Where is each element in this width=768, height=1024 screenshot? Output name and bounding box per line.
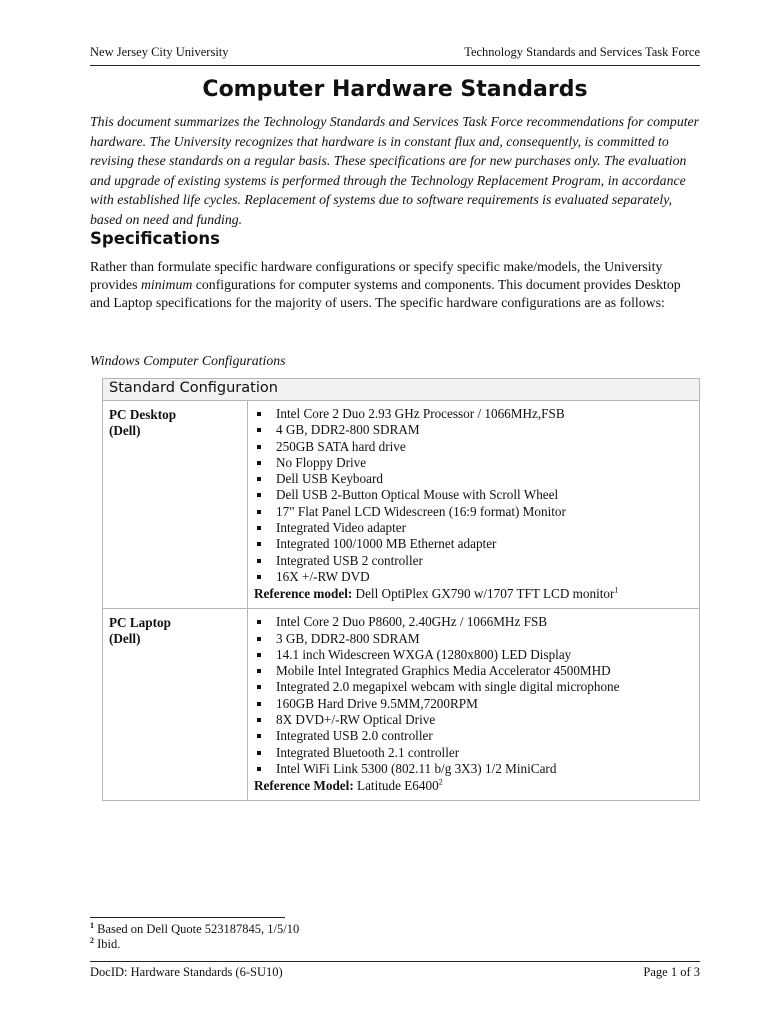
desktop-spec-item: 17" Flat Panel LCD Widescreen (16:9 format) Monitor bbox=[254, 504, 695, 520]
desktop-spec-item: Integrated Video adapter bbox=[254, 520, 695, 536]
laptop-footnote-marker[interactable]: 2 bbox=[438, 777, 443, 787]
intro-paragraph: This document summarizes the Technology Standards and Services Task Force recommendations for computer hardware. The University recognizes that hardware is in constant flux and, consequently, is committed to revising these standards on a regular basis. These specifications are for new purchases only. The evaluation and upgrade of existing systems is performed through the Technology Replacement Program, in accordance with established life cycles. Replacement of systems due to software requirements is evaluated separately, based on need and funding. bbox=[90, 114, 700, 227]
laptop-spec-item: 3 GB, DDR2-800 SDRAM bbox=[254, 631, 695, 647]
laptop-ref-label: Reference Model: bbox=[254, 778, 354, 794]
desktop-spec-item: 16X +/-RW DVD bbox=[254, 569, 695, 585]
laptop-spec-item: Integrated 2.0 megapixel webcam with single digital microphone bbox=[254, 679, 695, 695]
specifications-paragraph bbox=[90, 258, 700, 312]
desktop-row bbox=[103, 401, 700, 609]
laptop-label-cell bbox=[103, 609, 248, 801]
desktop-spec-item: 250GB SATA hard drive bbox=[254, 439, 695, 455]
desktop-ref-value: Dell OptiPlex GX790 w/1707 TFT LCD monitor bbox=[352, 586, 615, 602]
spec-text-part1: Rather than formulate specific hardware configurations or specify specific make/models, the University provides bbox=[90, 259, 663, 292]
laptop-spec-cell bbox=[248, 609, 700, 801]
footnote-separator bbox=[90, 917, 285, 918]
header-task-force: Technology Standards and Services Task Force bbox=[464, 45, 700, 59]
desktop-spec-cell bbox=[248, 401, 700, 609]
desktop-spec-item: 4 GB, DDR2-800 SDRAM bbox=[254, 422, 695, 438]
laptop-label: PC Laptop bbox=[109, 615, 171, 631]
desktop-spec-item: Dell USB Keyboard bbox=[254, 471, 695, 487]
footnote-2-text: Ibid. bbox=[94, 937, 121, 951]
desktop-label-cell bbox=[103, 401, 248, 609]
laptop-spec-item: Integrated USB 2.0 controller bbox=[254, 728, 695, 744]
footnote-2 bbox=[90, 937, 299, 952]
table-header-cell: Standard Configuration bbox=[103, 379, 700, 401]
desktop-footnote-marker[interactable]: 1 bbox=[614, 585, 619, 595]
desktop-spec-item: Intel Core 2 Duo 2.93 GHz Processor / 1066MHz,FSB bbox=[254, 406, 695, 422]
desktop-vendor: (Dell) bbox=[109, 423, 141, 438]
laptop-spec-item: 160GB Hard Drive 9.5MM,7200RPM bbox=[254, 696, 695, 712]
specifications-heading: Specifications bbox=[90, 229, 220, 248]
laptop-spec-item: Intel WiFi Link 5300 (802.11 b/g 3X3) 1/2 MiniCard bbox=[254, 761, 695, 777]
footnote-1-number: 1 bbox=[90, 920, 94, 930]
header-university: New Jersey City University bbox=[90, 45, 229, 59]
spec-text-part2: configurations for computer systems and components. This document provides Desktop and Laptop specifications for the majority of users. The specific hardware configurations are as follows: bbox=[90, 277, 681, 310]
spec-emphasis: minimum bbox=[140, 277, 193, 292]
laptop-spec-item: 14.1 inch Widescreen WXGA (1280x800) LED Display bbox=[254, 647, 695, 663]
desktop-spec-item: Integrated 100/1000 MB Ethernet adapter bbox=[254, 536, 695, 552]
desktop-spec-item: No Floppy Drive bbox=[254, 455, 695, 471]
footer-doc-id: DocID: Hardware Standards (6-SU10) bbox=[90, 965, 283, 979]
laptop-spec-item: Integrated Bluetooth 2.1 controller bbox=[254, 745, 695, 761]
footer-page-number: Page 1 of 3 bbox=[643, 965, 700, 979]
page-header bbox=[90, 45, 700, 66]
desktop-spec-item: Integrated USB 2 controller bbox=[254, 553, 695, 569]
desktop-label: PC Desktop bbox=[109, 407, 177, 422]
footnote-1 bbox=[90, 922, 299, 937]
laptop-spec-item: Intel Core 2 Duo P8600, 2.40GHz / 1066MHz FSB bbox=[254, 614, 695, 630]
footnote-1-text: Based on Dell Quote 523187845, 1/5/10 bbox=[94, 922, 300, 936]
laptop-spec-list bbox=[254, 614, 695, 777]
desktop-reference-model bbox=[254, 585, 695, 602]
desktop-ref-label: Reference model: bbox=[254, 586, 353, 602]
document-page bbox=[90, 0, 700, 1024]
table-header-row bbox=[103, 379, 700, 401]
laptop-spec-item: 8X DVD+/-RW Optical Drive bbox=[254, 712, 695, 728]
laptop-row bbox=[103, 609, 700, 801]
footnotes bbox=[90, 922, 299, 952]
desktop-spec-list bbox=[254, 406, 695, 585]
laptop-vendor: (Dell) bbox=[109, 631, 141, 647]
desktop-spec-item: Dell USB 2-Button Optical Mouse with Scroll Wheel bbox=[254, 487, 695, 503]
page-footer bbox=[90, 961, 700, 980]
laptop-ref-value: Latitude E6400 bbox=[353, 778, 439, 794]
laptop-reference-model bbox=[254, 777, 695, 794]
configuration-table bbox=[102, 378, 700, 801]
footnote-2-number: 2 bbox=[90, 935, 94, 945]
laptop-spec-item: Mobile Intel Integrated Graphics Media Accelerator 4500MHD bbox=[254, 663, 695, 679]
table-caption: Windows Computer Configurations bbox=[90, 353, 286, 368]
document-title: Computer Hardware Standards bbox=[202, 77, 588, 102]
